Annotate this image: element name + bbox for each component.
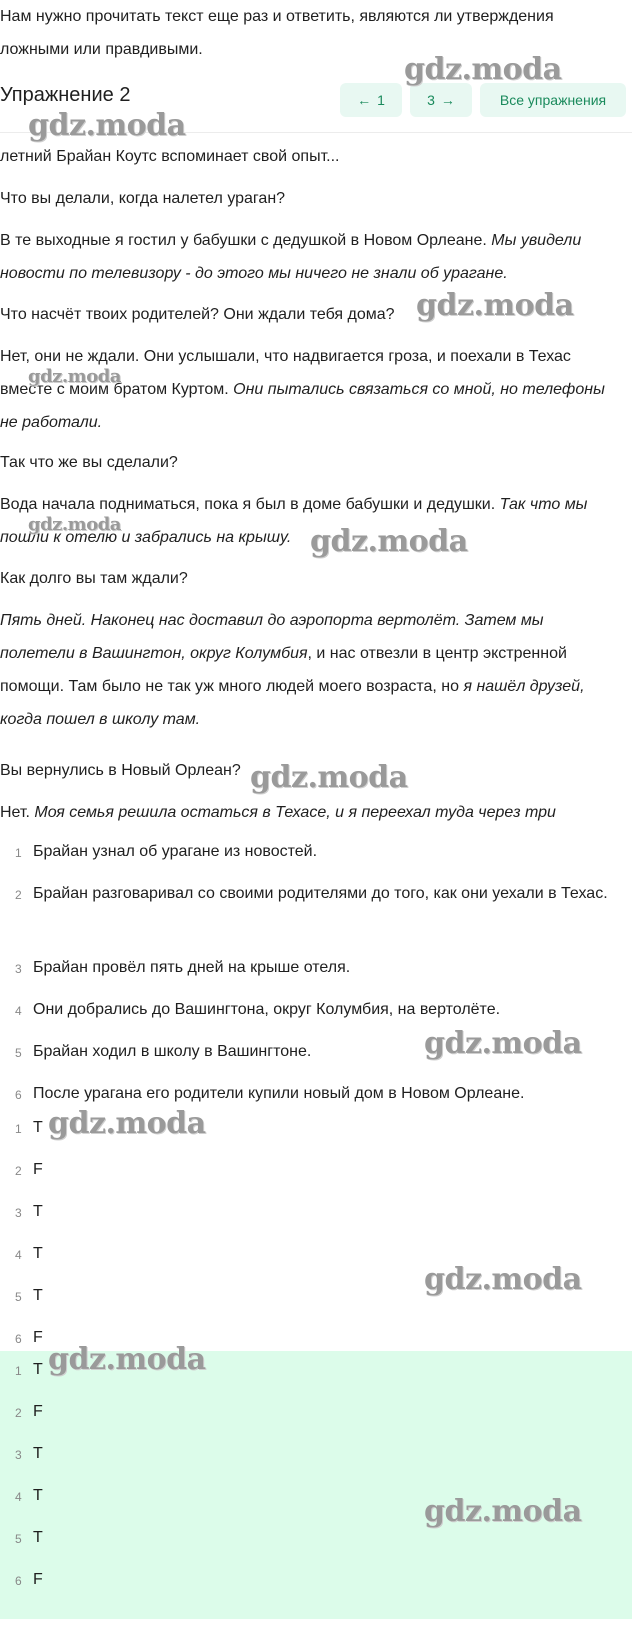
page-title: Упражнение 2 <box>0 84 131 106</box>
item-number: 4 <box>15 1004 22 1018</box>
text-span: Вода начала подниматься, пока я был в доме бабушки и дедушки. <box>0 496 500 513</box>
answer-value: T <box>33 1361 43 1378</box>
arrow-left-icon: ← <box>357 92 372 108</box>
list-item <box>0 1196 632 1238</box>
watermark-logo: gdz.moda <box>424 1494 582 1529</box>
answer-value: T <box>33 1119 43 1136</box>
answer-value: F <box>33 1571 43 1588</box>
text-span-italic: Они пытались связаться со мной, но телефоны не работали. <box>0 381 605 431</box>
text-line: Что насчёт твоих родителей? Они ждали тебя дома? <box>0 306 395 323</box>
next-exercise-button[interactable] <box>410 83 472 117</box>
list-item <box>0 1280 632 1322</box>
item-text: Они добрались до Вашингтона, округ Колумбия, на вертолёте. <box>33 1001 501 1018</box>
item-number: 3 <box>15 1206 22 1220</box>
text-paragraph <box>0 488 620 554</box>
item-number: 1 <box>15 1122 22 1136</box>
text-span-italic: Пять дней. Наконец нас доставил до аэропорта вертолёт. Затем мы полетели в Вашингтон, округ Колумбия <box>0 612 544 662</box>
list-item <box>0 1480 632 1522</box>
item-text: Брайан провёл пять дней на крыше отеля. <box>33 959 351 976</box>
item-number: 4 <box>15 1490 22 1504</box>
item-text: Брайан разговаривал со своими родителями до того, как они уехали в Техас. <box>33 885 608 902</box>
text-line: летний Брайан Коутс вспоминает свой опыт... <box>0 148 340 165</box>
text-line: Так что же вы сделали? <box>0 454 178 471</box>
list-item <box>0 1238 632 1280</box>
list-item <box>0 1522 632 1564</box>
item-number: 5 <box>15 1290 22 1304</box>
item-number: 4 <box>15 1248 22 1262</box>
item-number: 6 <box>15 1088 22 1102</box>
item-number: 5 <box>15 1046 22 1060</box>
watermark-logo: gdz.moda <box>310 524 468 559</box>
item-number: 1 <box>15 846 22 860</box>
list-item <box>0 1354 632 1396</box>
list-item <box>0 1112 632 1154</box>
answer-value: F <box>33 1403 43 1420</box>
text-span-italic: Моя семья решила остаться в Техасе, и я переехал туда через три <box>34 804 556 821</box>
list-item <box>0 836 632 878</box>
text-span: Нет, они не ждали. Они услышали, что надвигается гроза, и поехали в Техас вместе с моим братом Куртом. <box>0 348 571 398</box>
answer-value: F <box>33 1161 43 1178</box>
watermark-logo: gdz.moda <box>28 366 121 387</box>
answers-list <box>0 1112 632 1364</box>
watermark-logo: gdz.moda <box>416 288 574 323</box>
answer-value: T <box>33 1203 43 1220</box>
watermark-logo: gdz.moda <box>424 1262 582 1297</box>
answer-value: T <box>33 1445 43 1462</box>
header-divider <box>0 132 632 133</box>
answer-value: T <box>33 1287 43 1304</box>
item-number: 2 <box>15 888 22 902</box>
list-item <box>0 1396 632 1438</box>
text-paragraph <box>0 796 620 829</box>
item-number: 2 <box>15 1164 22 1178</box>
list-item <box>0 878 632 952</box>
list-item <box>0 952 632 994</box>
watermark-logo: gdz.moda <box>424 1026 582 1061</box>
list-item <box>0 1036 632 1078</box>
item-number: 6 <box>15 1574 22 1588</box>
watermark-logo: gdz.moda <box>250 760 408 795</box>
list-item <box>0 1438 632 1480</box>
list-item <box>0 1564 632 1606</box>
watermark-logo: gdz.moda <box>28 514 121 535</box>
answer-value: T <box>33 1487 43 1504</box>
text-span: , и нас отвезли в центр экстренной помощи. Там было не так уж много людей моего возраста, но <box>0 645 567 695</box>
text-line: Что вы делали, когда налетел ураган? <box>0 190 286 207</box>
text-paragraph <box>0 340 620 439</box>
item-number: 3 <box>15 962 22 976</box>
prev-exercise-label: 1 <box>377 92 385 108</box>
next-exercise-label: 3 <box>427 92 435 108</box>
item-number: 3 <box>15 1448 22 1462</box>
intro-text: Нам нужно прочитать текст еще раз и ответить, являются ли утверждения ложными или правдивыми. <box>0 8 554 58</box>
list-item <box>0 994 632 1036</box>
text-line: Как долго вы там ждали? <box>0 570 188 587</box>
watermark-logo: gdz.moda <box>404 52 562 87</box>
prev-exercise-button[interactable] <box>340 83 402 117</box>
answers-highlight-list <box>0 1354 632 1606</box>
text-span-italic: Мы увидели новости по телевизору - до этого мы ничего не знали об урагане. <box>0 232 582 282</box>
text-span: В те выходные я гостил у бабушки с дедушкой в Новом Орлеане. <box>0 232 492 249</box>
item-text: Брайан узнал об урагане из новостей. <box>33 843 318 860</box>
all-exercises-button[interactable] <box>480 83 626 117</box>
watermark-logo: gdz.moda <box>48 1106 206 1141</box>
arrow-right-icon: → <box>440 92 455 108</box>
item-text: Брайан ходил в школу в Вашингтоне. <box>33 1043 312 1060</box>
watermark-logo: gdz.moda <box>28 108 186 143</box>
list-item <box>0 1154 632 1196</box>
text-span: Нет. <box>0 804 35 821</box>
text-paragraph <box>0 604 620 736</box>
text-line: Вы вернулись в Новый Орлеан? <box>0 762 241 779</box>
item-number: 2 <box>15 1406 22 1420</box>
item-text: После урагана его родители купили новый дом в Новом Орлеане. <box>33 1085 525 1102</box>
text-paragraph <box>0 224 620 290</box>
answer-value: T <box>33 1529 43 1546</box>
watermark-logo: gdz.moda <box>48 1342 206 1377</box>
text-span-italic: Так что мы пошли к отелю и забрались на крышу. <box>0 496 588 546</box>
statements-list <box>0 836 632 1120</box>
item-number: 6 <box>15 1332 22 1346</box>
answer-value: F <box>33 1329 43 1346</box>
text-span-italic: я нашёл друзей, когда пошел в школу там. <box>0 678 585 728</box>
all-exercises-label: Все упражнения <box>499 92 607 108</box>
item-number: 1 <box>15 1364 22 1378</box>
answer-value: T <box>33 1245 43 1262</box>
item-number: 5 <box>15 1532 22 1546</box>
